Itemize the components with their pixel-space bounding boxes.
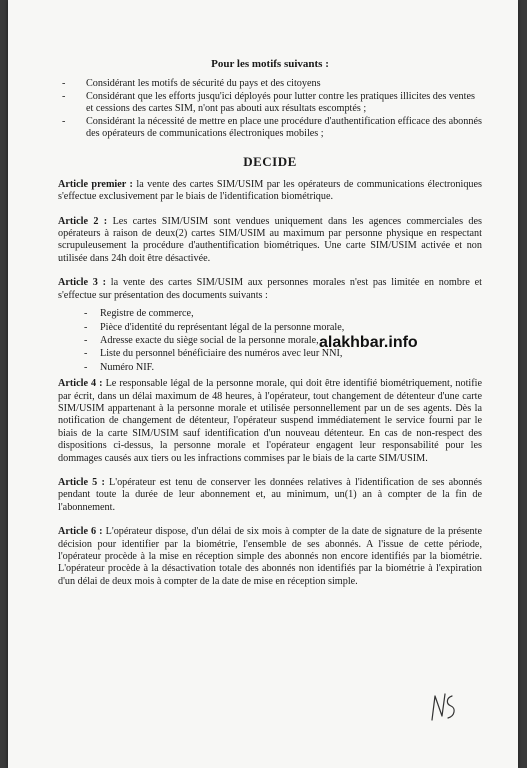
motifs-heading: Pour les motifs suivants : (211, 58, 329, 70)
article-2 (58, 216, 482, 266)
article-5-label: Article 5 : (58, 476, 105, 488)
required-documents-list (58, 308, 482, 374)
article-2-text: Les cartes SIM/USIM sont vendues uniquement dans les agences commerciales des opérateurs à raison de deux(2) cartes SIM/USIM au maximum par personne physique en respectant scrupuleusement la procédure d'authentification biométriques. Une carte SIM/USIM activée et non utilisée dans 24h doit être désactivée. (58, 215, 482, 264)
signature-mark (428, 690, 458, 724)
article-1 (58, 179, 482, 204)
document-body (58, 58, 482, 600)
article-5-text: L'opérateur est tenu de conserver les données relatives à l'identification de ses abonnés pendant toute la durée de leur abonnement et, au minimum, un(1) an à compter de la fin de l'abonnement. (58, 476, 483, 513)
article-4-text: Le responsable légal de la personne morale, qui doit être identifié biométriquement, notifie par écrit, dans un délai maximum de 48 heures, à l'opérateur, tout changement de détenteur d'une carte SIM/USIM appartenant à la personne morale et utilisée personnellement par un de ses agents. Dès la notification de changement de détenteur, l'opérateur suspend immédiatement le service fourni par le biais de la carte SIM/USIM sauf identification d'un nouveau détenteur. En cas de non-respect des dispositions ci-dessus, la personne morale et l'opérateur engagent leur responsabilité pour les dommages causés aux tiers ou les infractions commises par le biais de la carte SIM/USIM. (58, 378, 482, 464)
document-item: - Adresse exacte du siège social de la personne morale, (58, 335, 482, 347)
article-6-label: Article 6 : (58, 526, 103, 538)
watermark-text: alakhbar.info (319, 334, 418, 351)
article-6-text: L'opérateur dispose, d'un délai de six mois à compter de la date de signature de la présente décision pour identifier par la biométrie, l'ensemble de ses abonnés. A l'issue de cette période, l'opérateur procède à la mise en réception simple des abonnés non encore identifiés par la biométrie. L'opérateur procède à la désactivation totale des abonnés non identifiés par la biométrie à l'expiration d'un délai de deux mois à compter de la date de mise en réception simple. (58, 526, 483, 587)
article-1-label: Article premier : (58, 178, 133, 190)
article-6 (58, 526, 482, 588)
decide-heading: DECIDE (243, 154, 297, 170)
article-3-label: Article 3 : (58, 277, 107, 289)
document-page (8, 0, 518, 768)
article-1-text: la vente des cartes SIM/USIM par les opérateurs de communications électroniques s'effectue exclusivement par le biais de l'identification biométrique. (58, 178, 482, 203)
motif-item: - Considérant la nécessité de mettre en place une procédure d'authentification efficace des abonnés des opérateurs de communications électroniques mobiles ; (58, 116, 482, 141)
motif-item: - Considérant que les efforts jusqu'ici déployés pour lutter contre les pratiques illicites des ventes et cessions des cartes SIM, n'ont pas abouti aux résultats escomptés ; (58, 91, 482, 116)
article-4-label: Article 4 : (58, 378, 103, 390)
article-3 (58, 277, 482, 374)
document-item: - Pièce d'identité du représentant légal de la personne morale, (58, 322, 482, 334)
article-4 (58, 378, 482, 465)
document-item: - Liste du personnel bénéficiaire des numéros avec leur NNI, (58, 348, 482, 360)
article-2-label: Article 2 : (58, 215, 108, 227)
article-3-text: la vente des cartes SIM/USIM aux personnes morales n'est pas limitée en nombre et s'effectue sur présentation des documents suivants : (58, 277, 482, 301)
document-item: - Numéro NIF. (58, 362, 482, 374)
document-item: - Registre de commerce, (58, 308, 482, 320)
article-5 (58, 477, 482, 514)
motif-item: - Considérant les motifs de sécurité du pays et des citoyens (58, 78, 482, 90)
motifs-list (58, 78, 482, 140)
